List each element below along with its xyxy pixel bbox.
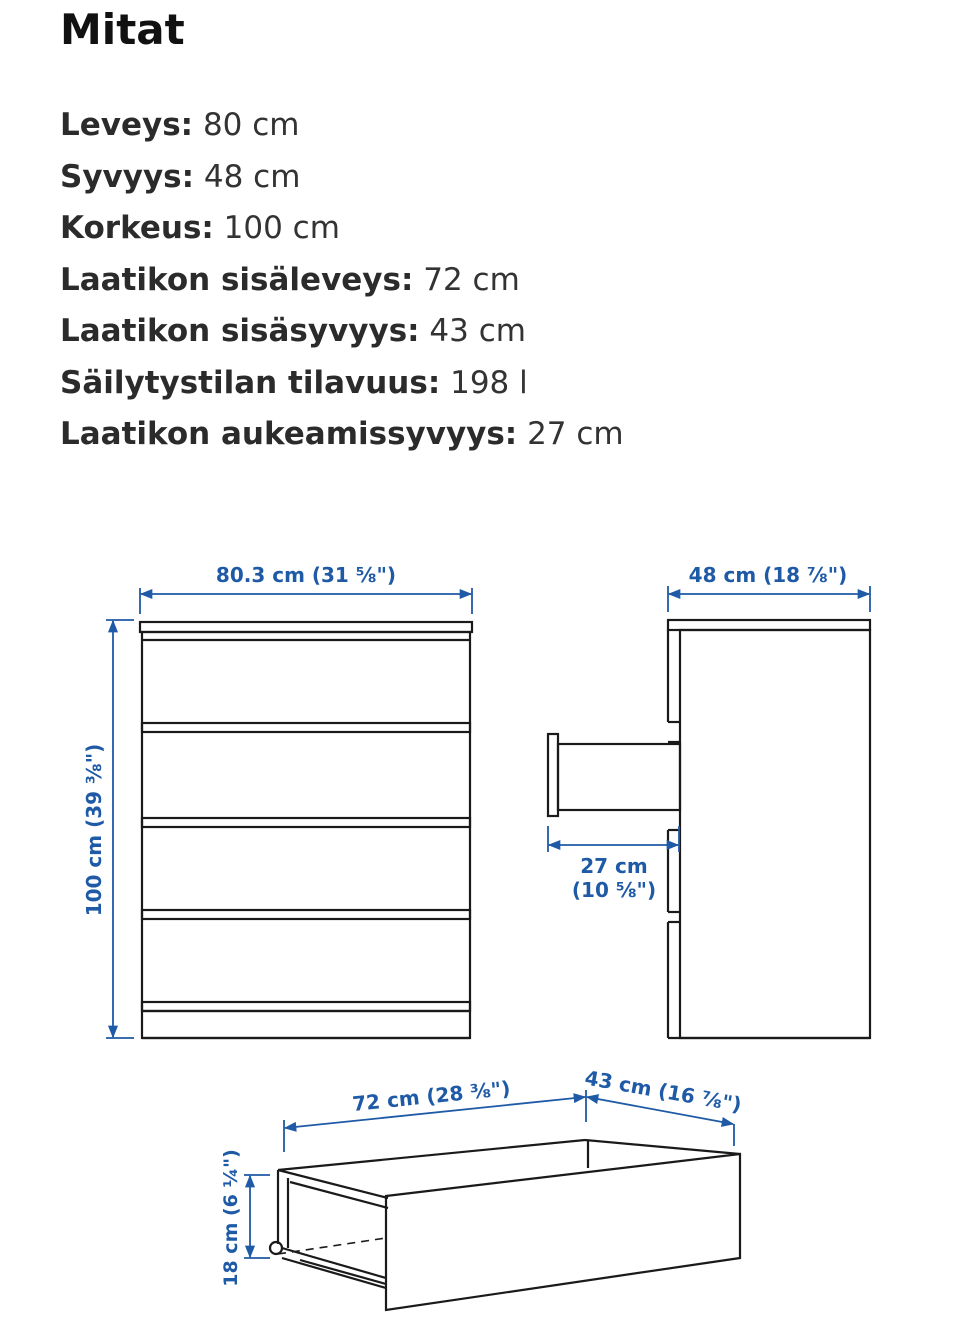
drawer-height-label: 18 cm (6 ¼") xyxy=(220,1149,242,1287)
spec-value: 27 cm xyxy=(527,416,624,452)
front-view xyxy=(140,622,472,1038)
side-depth-label: 48 cm (18 ⅞") xyxy=(688,563,848,587)
drawer-view xyxy=(270,1140,740,1310)
spec-label: Leveys: xyxy=(60,107,194,143)
spec-label: Laatikon aukeamissyvyys: xyxy=(60,416,518,452)
spec-value: 72 cm xyxy=(423,261,520,298)
spec-label: Syvyys: xyxy=(60,158,195,195)
drawer-open-dimension xyxy=(548,826,679,852)
front-height-label: 100 cm (39 ⅜") xyxy=(82,743,106,917)
front-height-dimension xyxy=(106,620,134,1038)
drawer-depth-label: 43 cm (16 ⅞") xyxy=(583,1065,744,1117)
drawer-height-dimension xyxy=(244,1175,270,1258)
drawer-width-label: 72 cm (28 ⅜") xyxy=(351,1076,512,1116)
spec-value: 43 cm xyxy=(429,313,526,349)
spec-label: Säilytystilan tilavuus: xyxy=(60,364,441,401)
side-depth-dimension xyxy=(668,586,870,612)
side-view xyxy=(548,620,870,1038)
spec-value: 48 cm xyxy=(203,158,301,195)
spec-value: 80 cm xyxy=(202,107,300,143)
spec-label: Korkeus: xyxy=(60,210,214,246)
front-width-label: 80.3 cm (31 ⅝") xyxy=(215,563,397,587)
spec-value: 100 cm xyxy=(223,210,340,246)
spec-label: Laatikon sisäleveys: xyxy=(60,261,414,298)
front-width-dimension xyxy=(140,588,472,614)
spec-value: 198 l xyxy=(450,364,528,401)
drawer-open-label-in: (10 ⅝") xyxy=(571,878,657,902)
drawer-open-label-cm: 27 cm xyxy=(580,854,648,878)
page-title: Mitat xyxy=(60,5,185,54)
spec-label: Laatikon sisäsyvyys: xyxy=(60,313,420,349)
